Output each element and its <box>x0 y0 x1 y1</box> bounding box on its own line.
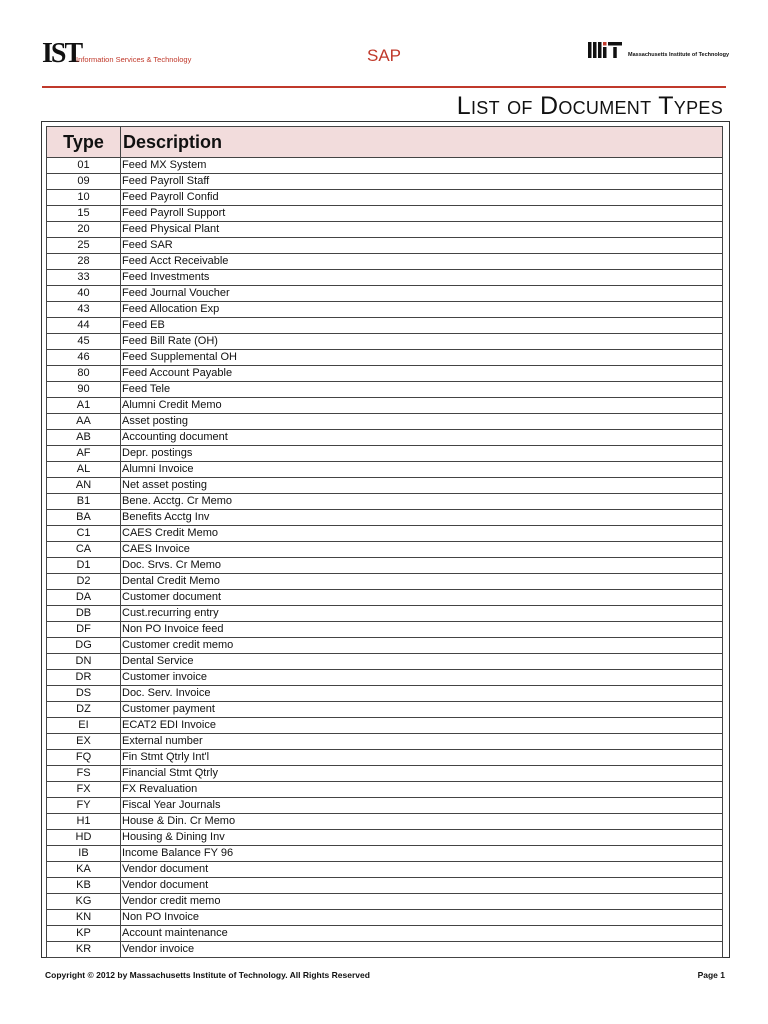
table-row <box>47 846 723 862</box>
table-row <box>47 302 723 318</box>
type-cell: FQ <box>47 750 121 766</box>
table-row <box>47 766 723 782</box>
type-cell: DB <box>47 606 121 622</box>
description-cell: Dental Service <box>121 654 723 670</box>
description-cell: Benefits Acctg Inv <box>121 510 723 526</box>
column-header-description: Description <box>121 127 723 158</box>
table-row <box>47 670 723 686</box>
type-cell: KR <box>47 942 121 958</box>
table-row <box>47 574 723 590</box>
type-cell: H1 <box>47 814 121 830</box>
description-cell: Feed Journal Voucher <box>121 286 723 302</box>
table-row <box>47 398 723 414</box>
type-cell: KN <box>47 910 121 926</box>
mit-name: Massachusetts Institute of Technology <box>628 52 730 58</box>
description-cell: Feed Physical Plant <box>121 222 723 238</box>
table-row <box>47 590 723 606</box>
description-cell: External number <box>121 734 723 750</box>
table-row <box>47 158 723 174</box>
type-cell: C1 <box>47 526 121 542</box>
description-cell: CAES Credit Memo <box>121 526 723 542</box>
type-cell: AN <box>47 478 121 494</box>
type-cell: DG <box>47 638 121 654</box>
type-cell: 46 <box>47 350 121 366</box>
type-cell: B1 <box>47 494 121 510</box>
type-cell: 10 <box>47 190 121 206</box>
document-title: List of Document Types <box>456 92 723 120</box>
table-body <box>47 158 723 958</box>
type-cell: DZ <box>47 702 121 718</box>
table-row <box>47 350 723 366</box>
type-cell: KA <box>47 862 121 878</box>
description-cell: Feed Supplemental OH <box>121 350 723 366</box>
table-row <box>47 606 723 622</box>
table-row <box>47 926 723 942</box>
table-row <box>47 286 723 302</box>
description-cell: Alumni Invoice <box>121 462 723 478</box>
type-cell: KB <box>47 878 121 894</box>
type-cell: 25 <box>47 238 121 254</box>
page-footer <box>45 970 725 980</box>
table-row <box>47 478 723 494</box>
type-cell: BA <box>47 510 121 526</box>
description-cell: Fin Stmt Qtrly Int'l <box>121 750 723 766</box>
description-cell: Feed EB <box>121 318 723 334</box>
table-row <box>47 414 723 430</box>
table-row <box>47 222 723 238</box>
description-cell: Bene. Acctg. Cr Memo <box>121 494 723 510</box>
description-cell: Feed Account Payable <box>121 366 723 382</box>
table-row <box>47 174 723 190</box>
type-cell: 80 <box>47 366 121 382</box>
type-cell: 33 <box>47 270 121 286</box>
table-row <box>47 558 723 574</box>
type-cell: D1 <box>47 558 121 574</box>
table-row <box>47 334 723 350</box>
type-cell: 28 <box>47 254 121 270</box>
type-cell: FX <box>47 782 121 798</box>
description-cell: Customer invoice <box>121 670 723 686</box>
description-cell: Vendor document <box>121 862 723 878</box>
type-cell: D2 <box>47 574 121 590</box>
description-cell: Fiscal Year Journals <box>121 798 723 814</box>
table-row <box>47 206 723 222</box>
table-row <box>47 798 723 814</box>
table-row <box>47 254 723 270</box>
table-row <box>47 942 723 958</box>
type-cell: DS <box>47 686 121 702</box>
type-cell: EI <box>47 718 121 734</box>
table-row <box>47 238 723 254</box>
description-cell: Feed Acct Receivable <box>121 254 723 270</box>
type-cell: 43 <box>47 302 121 318</box>
type-cell: DN <box>47 654 121 670</box>
description-cell: Feed Bill Rate (OH) <box>121 334 723 350</box>
type-cell: AF <box>47 446 121 462</box>
table-row <box>47 702 723 718</box>
description-cell: Dental Credit Memo <box>121 574 723 590</box>
description-cell: Feed Tele <box>121 382 723 398</box>
table-row <box>47 526 723 542</box>
description-cell: Housing & Dining Inv <box>121 830 723 846</box>
description-cell: Feed MX System <box>121 158 723 174</box>
description-cell: Income Balance FY 96 <box>121 846 723 862</box>
type-cell: DR <box>47 670 121 686</box>
description-cell: Feed SAR <box>121 238 723 254</box>
description-cell: Net asset posting <box>121 478 723 494</box>
description-cell: Doc. Serv. Invoice <box>121 686 723 702</box>
table-row <box>47 686 723 702</box>
table-row <box>47 190 723 206</box>
type-cell: KP <box>47 926 121 942</box>
type-cell: 01 <box>47 158 121 174</box>
description-cell: Feed Investments <box>121 270 723 286</box>
type-cell: FS <box>47 766 121 782</box>
table-row <box>47 814 723 830</box>
table-row <box>47 270 723 286</box>
type-cell: CA <box>47 542 121 558</box>
column-header-type: Type <box>47 127 121 158</box>
type-cell: KG <box>47 894 121 910</box>
description-cell: Feed Payroll Staff <box>121 174 723 190</box>
type-cell: AA <box>47 414 121 430</box>
table-row <box>47 830 723 846</box>
description-cell: Financial Stmt Qtrly <box>121 766 723 782</box>
type-cell: 90 <box>47 382 121 398</box>
table-row <box>47 366 723 382</box>
description-cell: Doc. Srvs. Cr Memo <box>121 558 723 574</box>
type-cell: 15 <box>47 206 121 222</box>
header-title: SAP <box>366 46 402 65</box>
table-row <box>47 654 723 670</box>
type-cell: AL <box>47 462 121 478</box>
description-cell: Cust.recurring entry <box>121 606 723 622</box>
type-cell: EX <box>47 734 121 750</box>
type-cell: 44 <box>47 318 121 334</box>
table-header-row <box>47 127 723 158</box>
page-number: Page 1 <box>697 970 725 980</box>
table-row <box>47 430 723 446</box>
description-cell: Depr. postings <box>121 446 723 462</box>
table-row <box>47 750 723 766</box>
type-cell: 40 <box>47 286 121 302</box>
table-row <box>47 734 723 750</box>
description-cell: Alumni Credit Memo <box>121 398 723 414</box>
ist-subtitle: Information Services & Technology <box>76 55 192 64</box>
copyright-text: Copyright © 2012 by Massachusetts Institute of Technology. All Rights Reserved <box>45 970 370 980</box>
mit-logo-icon <box>588 40 624 60</box>
table-row <box>47 382 723 398</box>
type-cell: 45 <box>47 334 121 350</box>
table-row <box>47 318 723 334</box>
table-row <box>47 894 723 910</box>
table-row <box>47 878 723 894</box>
description-cell: Vendor credit memo <box>121 894 723 910</box>
table-row <box>47 862 723 878</box>
description-cell: Feed Payroll Support <box>121 206 723 222</box>
description-cell: Accounting document <box>121 430 723 446</box>
description-cell: Account maintenance <box>121 926 723 942</box>
type-cell: 09 <box>47 174 121 190</box>
document-types-table <box>46 126 723 958</box>
type-cell: A1 <box>47 398 121 414</box>
description-cell: Feed Payroll Confid <box>121 190 723 206</box>
description-cell: Non PO Invoice <box>121 910 723 926</box>
type-cell: DA <box>47 590 121 606</box>
type-cell: IB <box>47 846 121 862</box>
header-rule <box>42 86 726 88</box>
table-row <box>47 542 723 558</box>
mit-logo <box>588 40 729 60</box>
page-header <box>42 34 730 86</box>
description-cell: Vendor invoice <box>121 942 723 958</box>
description-cell: Customer payment <box>121 702 723 718</box>
type-cell: AB <box>47 430 121 446</box>
table-row <box>47 446 723 462</box>
document-types-table-frame <box>41 121 730 958</box>
type-cell: 20 <box>47 222 121 238</box>
table-row <box>47 510 723 526</box>
description-cell: CAES Invoice <box>121 542 723 558</box>
description-cell: House & Din. Cr Memo <box>121 814 723 830</box>
description-cell: Vendor document <box>121 878 723 894</box>
description-cell: Non PO Invoice feed <box>121 622 723 638</box>
table-row <box>47 622 723 638</box>
table-row <box>47 718 723 734</box>
type-cell: DF <box>47 622 121 638</box>
table-row <box>47 910 723 926</box>
type-cell: HD <box>47 830 121 846</box>
type-cell: FY <box>47 798 121 814</box>
description-cell: Feed Allocation Exp <box>121 302 723 318</box>
description-cell: Asset posting <box>121 414 723 430</box>
table-row <box>47 494 723 510</box>
description-cell: ECAT2 EDI Invoice <box>121 718 723 734</box>
table-row <box>47 462 723 478</box>
description-cell: Customer credit memo <box>121 638 723 654</box>
table-row <box>47 638 723 654</box>
description-cell: FX Revaluation <box>121 782 723 798</box>
ist-logo: IST <box>42 38 82 69</box>
description-cell: Customer document <box>121 590 723 606</box>
table-row <box>47 782 723 798</box>
